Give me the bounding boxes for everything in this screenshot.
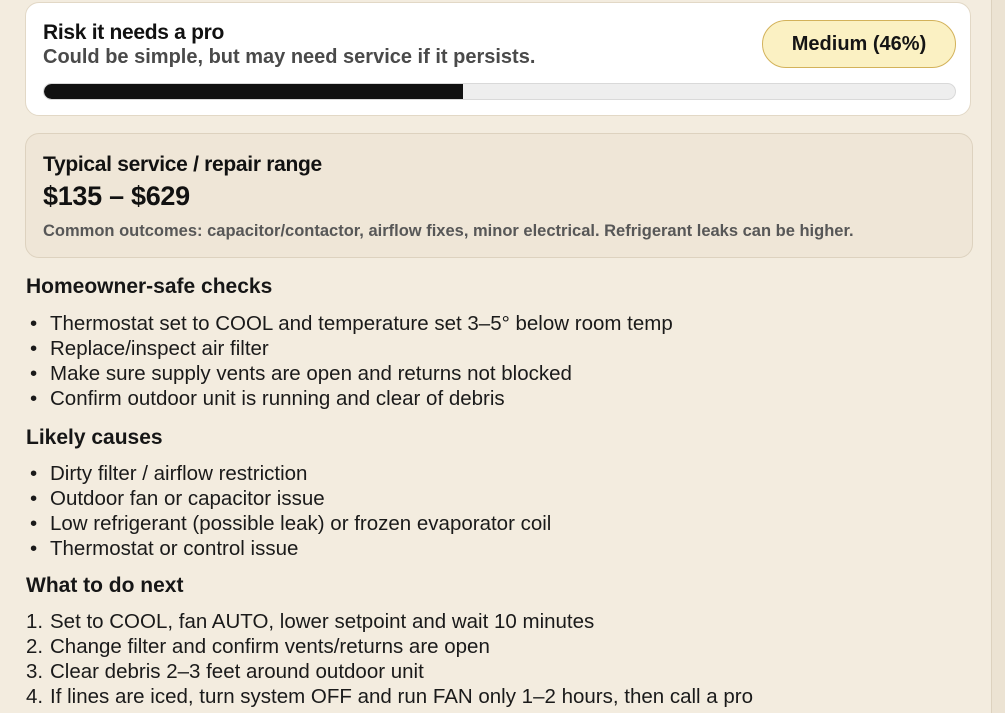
cost-range-note: Common outcomes: capacitor/contactor, airflow fixes, minor electrical. Refrigerant leaks can be higher. [43, 222, 854, 240]
risk-progress-fill [44, 84, 463, 99]
list-item: 4. If lines are iced, turn system OFF and run FAN only 1–2 hours, then call a pro [26, 685, 754, 708]
list-item: • Replace/inspect air filter [26, 336, 673, 361]
checks-list [26, 311, 673, 411]
bullet-icon: • [30, 512, 38, 535]
bullet-icon: • [30, 462, 38, 485]
list-item: 2. Change filter and confirm vents/returns are open [26, 635, 490, 658]
risk-title: Risk it needs a pro [43, 21, 225, 44]
list-item: 1. Set to COOL, fan AUTO, lower setpoint and wait 10 minutes [26, 610, 595, 633]
cost-range-value: $135 – $629 [43, 181, 190, 211]
bullet-icon: • [30, 487, 38, 510]
risk-subtitle: Could be simple, but may need service if it persists. [43, 46, 536, 68]
list-item: • Outdoor fan or capacitor issue [26, 486, 551, 511]
list-item: • Make sure supply vents are open and returns not blocked [26, 361, 673, 386]
scrollbar-gutter [991, 0, 1005, 713]
risk-card [25, 2, 971, 116]
bullet-icon: • [30, 362, 38, 385]
bullet-icon: • [30, 537, 38, 560]
bullet-icon: • [30, 387, 38, 410]
bullet-icon: • [30, 312, 38, 335]
causes-list [26, 461, 551, 561]
cost-range-card [25, 133, 973, 258]
list-item: • Confirm outdoor unit is running and clear of debris [26, 386, 673, 411]
next-steps-heading: What to do next [26, 574, 184, 597]
list-item: • Thermostat or control issue [26, 536, 551, 561]
cost-range-title: Typical service / repair range [43, 153, 322, 176]
list-item: • Low refrigerant (possible leak) or frozen evaporator coil [26, 511, 551, 536]
list-item: • Dirty filter / airflow restriction [26, 461, 551, 486]
causes-heading: Likely causes [26, 426, 163, 449]
list-item: • Thermostat set to COOL and temperature set 3–5° below room temp [26, 311, 673, 336]
checks-heading: Homeowner-safe checks [26, 275, 273, 298]
risk-level-badge: Medium (46%) [762, 20, 956, 68]
list-item: 3. Clear debris 2–3 feet around outdoor unit [26, 660, 424, 683]
next-steps-list [26, 609, 753, 709]
bullet-icon: • [30, 337, 38, 360]
risk-progress-bar [43, 83, 956, 100]
